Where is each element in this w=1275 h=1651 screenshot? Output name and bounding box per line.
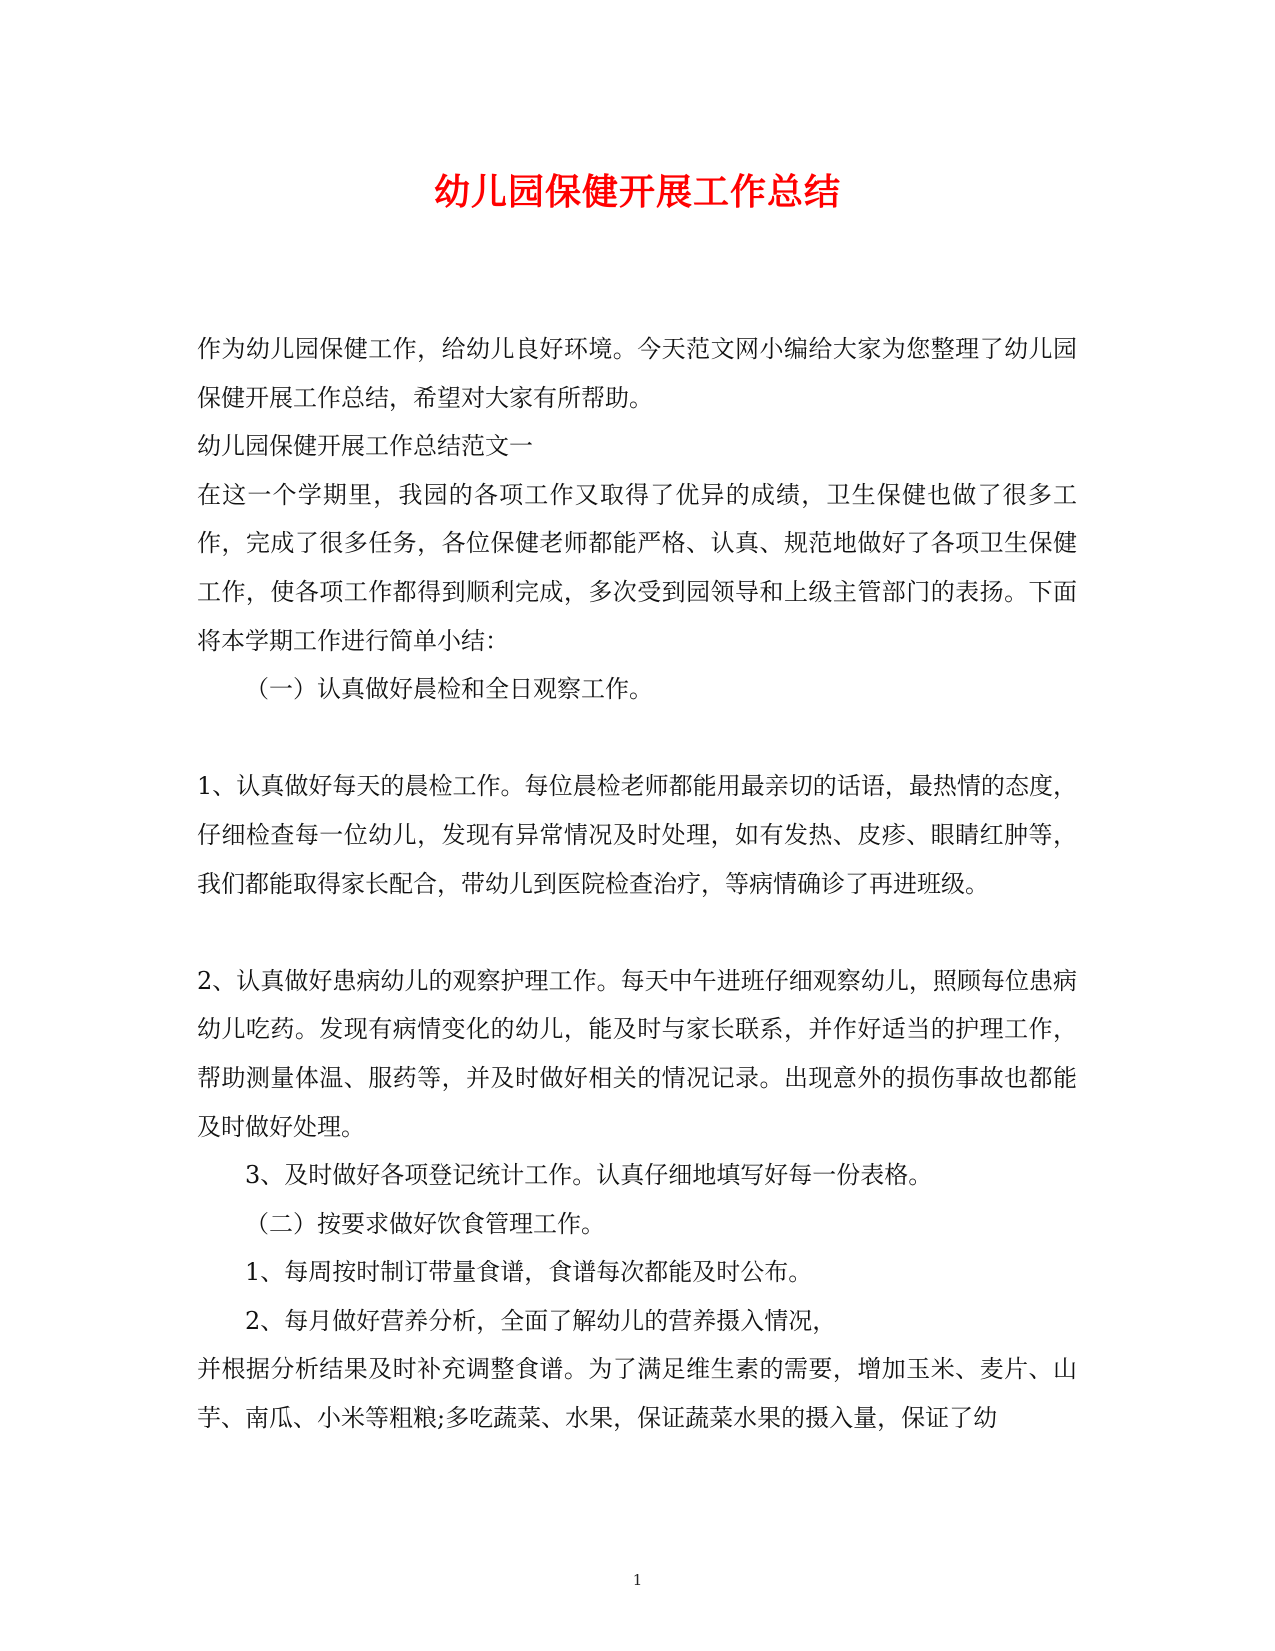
- page-number: 1: [632, 1571, 643, 1589]
- body-paragraph: 1、认真做好每天的晨检工作。每位晨检老师都能用最亲切的话语，最热情的态度，仔细检查每一位幼儿，发现有异常情况及时处理，如有发热、皮疹、眼睛红肿等，我们都能取得家长配合，带幼儿到医院检查治疗，等病情确诊了再进班级。: [197, 772, 1077, 898]
- subsection-heading: （二）按要求做好饮食管理工作。: [245, 1209, 605, 1238]
- document-body: [197, 325, 1077, 1443]
- body-paragraph: 2、认真做好患病幼儿的观察护理工作。每天中午进班仔细观察幼儿，照顾每位患病幼儿吃药。发现有病情变化的幼儿，能及时与家长联系，并作好适当的护理工作，帮助测量体温、服药等，并及时做好相关的情况记录。出现意外的损伤事故也都能及时做好处理。: [197, 966, 1077, 1141]
- body-paragraph: 3、及时做好各项登记统计工作。认真仔细地填写好每一份表格。: [245, 1161, 933, 1190]
- paragraph-spacer: [197, 908, 1077, 957]
- body-paragraph: 并根据分析结果及时补充调整食谱。为了满足维生素的需要，增加玉米、麦片、山芋、南瓜、小米等粗粮;多吃蔬菜、水果，保证蔬菜水果的摄入量，保证了幼: [197, 1355, 1077, 1433]
- paragraph-spacer: [197, 714, 1077, 763]
- body-paragraph: 在这一个学期里，我园的各项工作又取得了优异的成绩，卫生保健也做了很多工作，完成了很多任务，各位保健老师都能严格、认真、规范地做好了各项卫生保健工作，使各项工作都得到顺利完成，多次受到园领导和上级主管部门的表扬。下面将本学期工作进行简单小结：: [197, 480, 1077, 655]
- subsection-heading: （一）认真做好晨检和全日观察工作。: [245, 675, 653, 704]
- body-paragraph: 1、每周按时制订带量食谱，食谱每次都能及时公布。: [245, 1258, 813, 1287]
- body-paragraph: 2、每月做好营养分析，全面了解幼儿的营养摄入情况，: [245, 1306, 837, 1335]
- section-heading: 幼儿园保健开展工作总结范文一: [197, 432, 533, 461]
- intro-paragraph: 作为幼儿园保健工作，给幼儿良好环境。今天范文网小编给大家为您整理了幼儿园保健开展工作总结，希望对大家有所帮助。: [197, 335, 1077, 412]
- document-title: 幼儿园保健开展工作总结: [433, 171, 841, 213]
